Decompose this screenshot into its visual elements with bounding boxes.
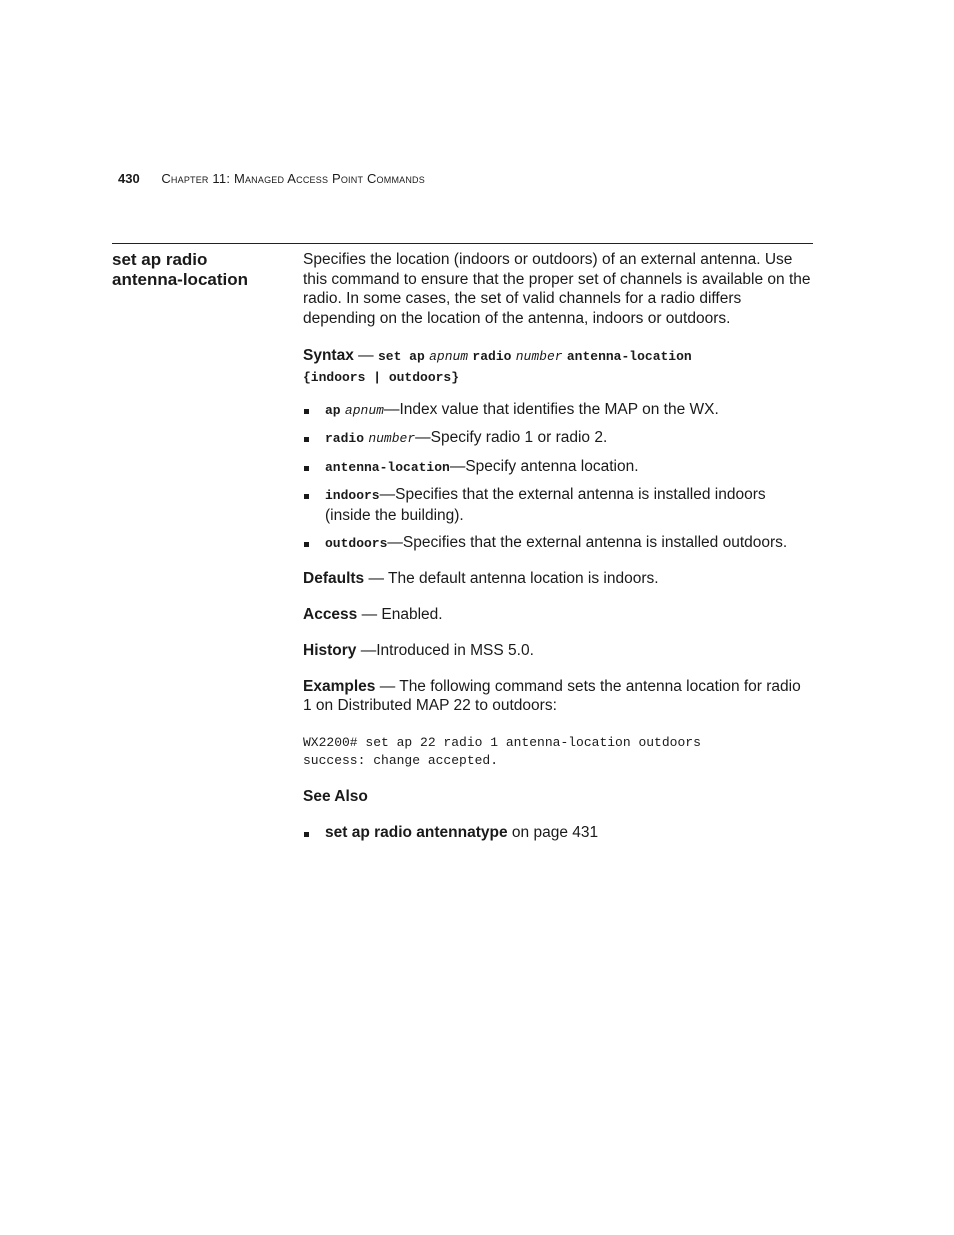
syntax-keyword: set ap xyxy=(377,348,425,364)
access-text: — Enabled. xyxy=(357,606,443,624)
parameter-list xyxy=(303,400,813,553)
command-heading-line1: set ap radio xyxy=(112,250,208,269)
code-example xyxy=(303,734,813,770)
list-item xyxy=(303,400,813,421)
syntax-label: Syntax xyxy=(303,346,354,364)
param-description: —Specify antenna location. xyxy=(449,457,639,475)
chapter-title: Chapter 11: Managed Access Point Commands xyxy=(161,171,425,186)
command-heading-line2: antenna-location xyxy=(112,270,249,289)
page-number: 430 xyxy=(118,171,140,186)
running-header xyxy=(118,171,425,186)
list-item xyxy=(303,823,813,843)
code-line: WX2200# set ap 22 radio 1 antenna-location outdoors xyxy=(303,734,701,750)
history-text: —Introduced in MSS 5.0. xyxy=(356,641,534,659)
command-heading xyxy=(112,250,292,290)
list-item xyxy=(303,457,813,478)
examples-text: — The following command sets the antenna location for radio 1 on Distributed MAP 22 to outdoors: xyxy=(303,677,801,715)
syntax-block xyxy=(303,346,813,387)
defaults-label: Defaults xyxy=(303,570,365,588)
history-label: History xyxy=(303,641,357,659)
defaults-text: — The default antenna location is indoors. xyxy=(364,570,659,588)
list-item xyxy=(303,428,813,449)
access-section xyxy=(303,605,813,625)
history-section xyxy=(303,641,813,661)
command-description: Specifies the location (indoors or outdoors) of an external antenna. Use this command to ensure that the proper set of channels is available on the radio. In some cases, the set of valid channels for a radio differs depending on the location of the antenna, indoors or outdoors. xyxy=(303,251,811,328)
section-divider xyxy=(112,243,813,244)
param-keyword: ap xyxy=(325,403,341,419)
list-item xyxy=(303,485,813,525)
param-description: —Index value that identifies the MAP on the WX. xyxy=(383,401,719,419)
syntax-keyword: radio xyxy=(472,348,512,364)
list-item xyxy=(303,533,813,554)
param-keyword: antenna-location xyxy=(325,459,450,475)
param-keyword: indoors xyxy=(325,487,380,503)
defaults-section xyxy=(303,569,813,589)
access-label: Access xyxy=(303,606,358,624)
param-argument: number xyxy=(368,431,416,447)
see-also-page-ref: on page 431 xyxy=(507,823,599,841)
param-description: —Specifies that the external antenna is installed outdoors. xyxy=(387,533,788,551)
param-argument: apnum xyxy=(344,403,384,419)
param-description: —Specifies that the external antenna is installed indoors (inside the building). xyxy=(325,485,766,524)
param-keyword: radio xyxy=(325,431,365,447)
syntax-argument: apnum xyxy=(429,348,469,364)
see-also-list xyxy=(303,823,813,843)
examples-label: Examples xyxy=(303,677,376,695)
examples-section xyxy=(303,677,813,716)
see-also-heading: See Also xyxy=(303,787,368,805)
param-description: —Specify radio 1 or radio 2. xyxy=(415,429,608,447)
code-line: success: change accepted. xyxy=(303,752,499,768)
syntax-argument: number xyxy=(515,348,563,364)
param-keyword: outdoors xyxy=(325,535,388,551)
syntax-options: {indoors | outdoors} xyxy=(303,369,460,385)
syntax-keyword: antenna-location xyxy=(566,348,692,364)
syntax-dash: — xyxy=(353,346,378,364)
see-also-link[interactable]: set ap radio antennatype xyxy=(325,823,508,841)
command-body xyxy=(303,250,813,850)
